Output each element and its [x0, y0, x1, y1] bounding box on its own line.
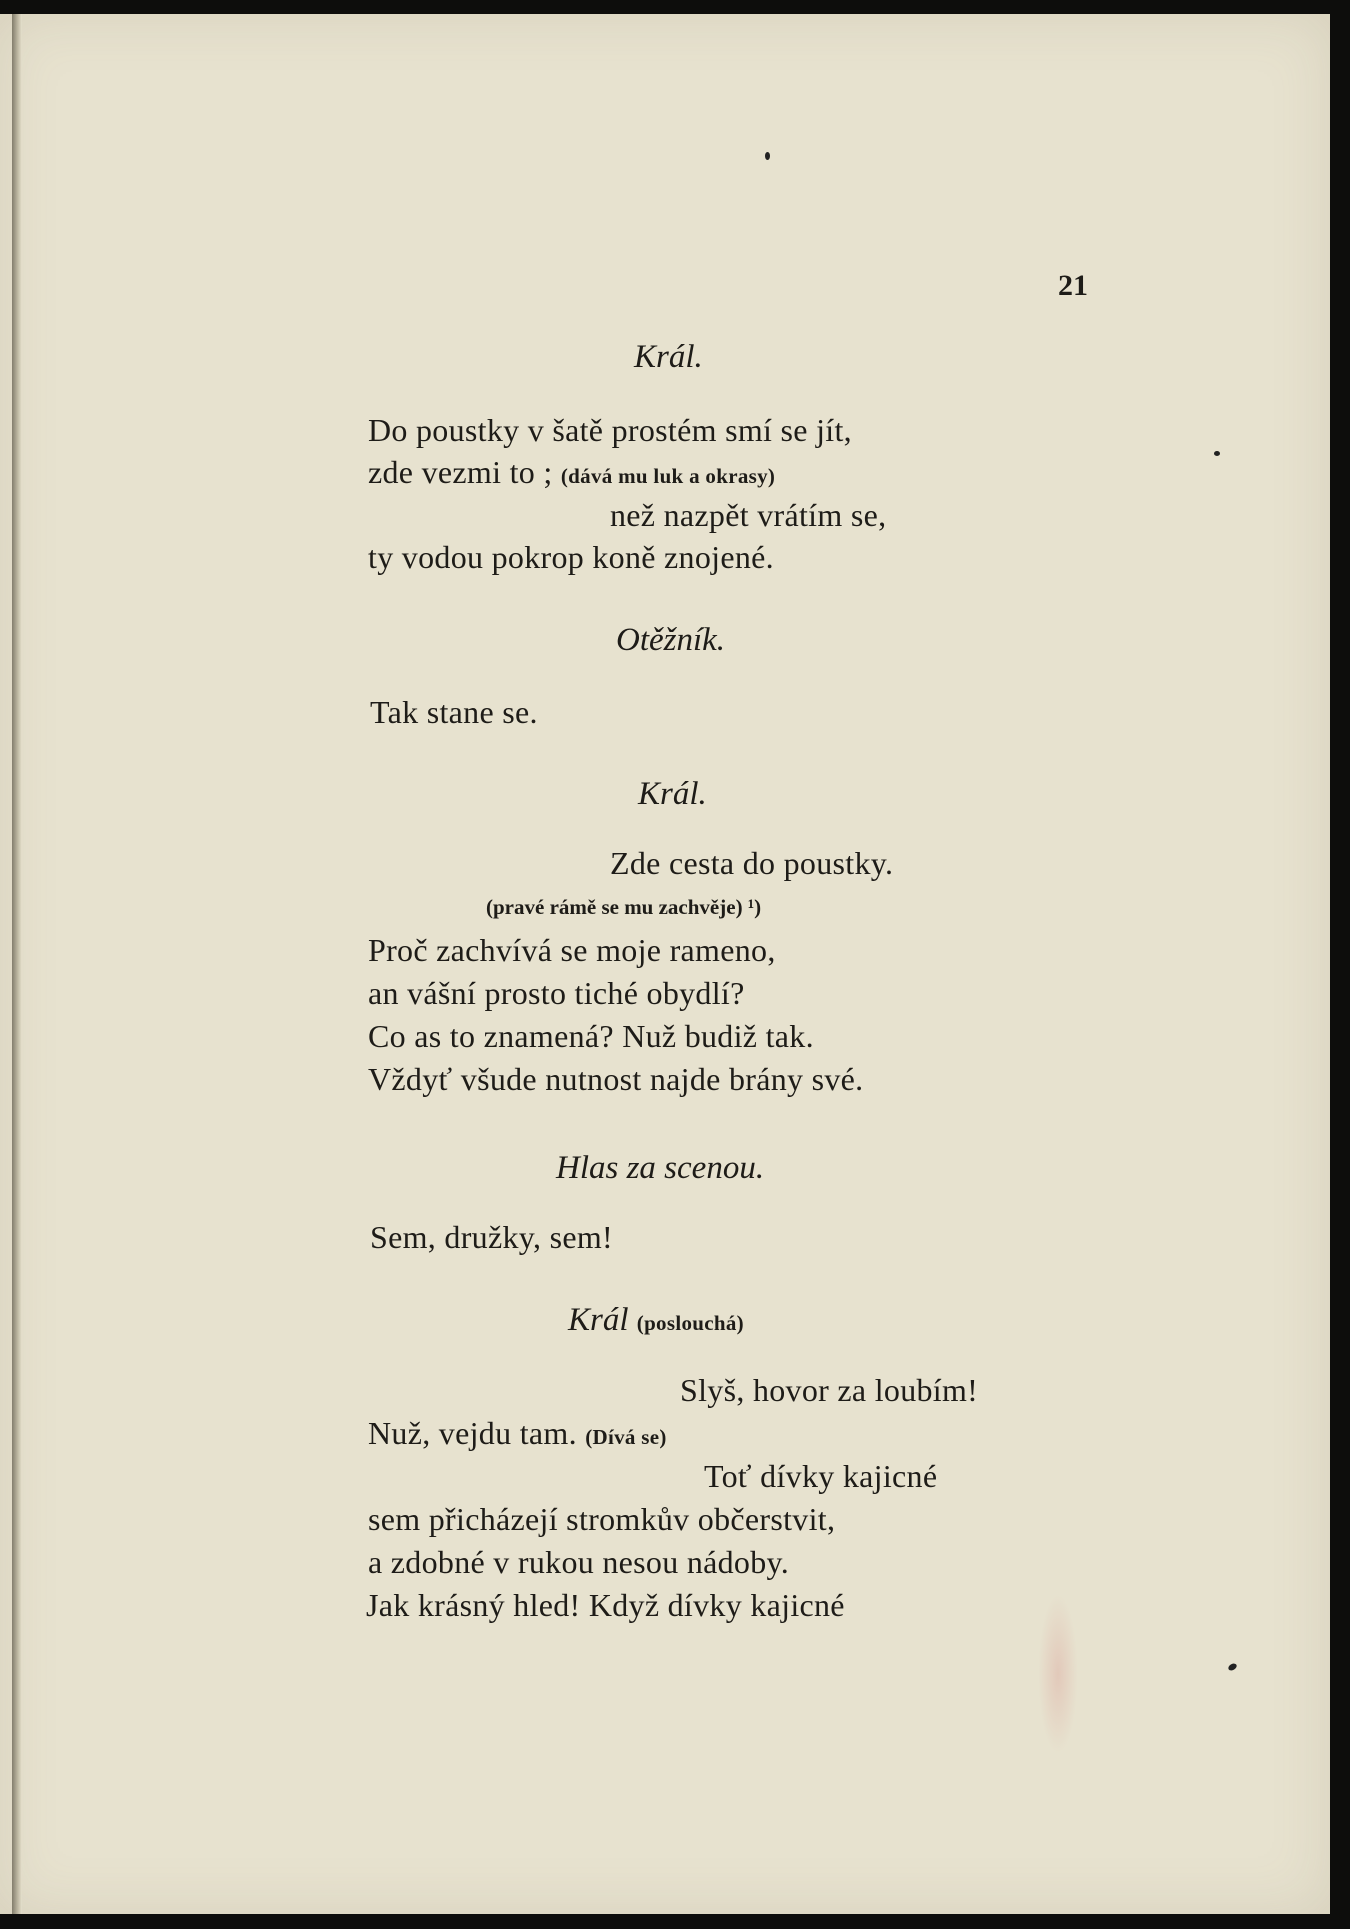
verse-line: ty vodou pokrop koně znojené.	[368, 539, 774, 575]
speaker-heading: Otěžník.	[616, 622, 726, 658]
speaker-heading: Hlas za scenou.	[556, 1150, 765, 1186]
verse-line: Jak krásný hled! Když dívky kajicné	[366, 1587, 845, 1623]
verse-line: an vášní prosto tiché obydlí?	[368, 975, 745, 1011]
verse-line: Slyš, hovor za loubím!	[680, 1372, 979, 1408]
stage-direction: (pravé rámě se mu zachvěje) ¹)	[486, 895, 762, 919]
verse-line: Co as to znamená? Nuž budiž tak.	[368, 1018, 814, 1054]
book-page	[0, 14, 1330, 1914]
verse-line: Do poustky v šatě prostém smí se jít,	[368, 412, 852, 448]
verse-text: Nuž, vejdu tam.	[368, 1415, 577, 1451]
verse-line: Proč zachvívá se moje rameno,	[368, 932, 776, 968]
stage-direction: (dává mu luk a okrasy)	[560, 464, 776, 488]
verse-text: zde vezmi to ;	[368, 454, 553, 490]
stage-direction: (Dívá se)	[585, 1425, 667, 1449]
speaker-heading: Král.	[638, 776, 707, 812]
verse-line: sem přicházejí stromkův občerstvit,	[368, 1501, 836, 1537]
verse-line: Zde cesta do poustky.	[610, 845, 894, 881]
verse-line: Toť dívky kajicné	[704, 1458, 938, 1494]
speaker-name: Král	[568, 1302, 629, 1338]
verse-line-with-stage	[368, 1415, 667, 1452]
stage-direction: (poslouchá)	[636, 1311, 744, 1335]
verse-line: Tak stane se.	[370, 694, 538, 730]
verse-line: než nazpět vrátím se,	[610, 497, 887, 533]
speaker-heading-with-stage	[568, 1302, 744, 1339]
verse-line: a zdobné v rukou nesou nádoby.	[368, 1544, 790, 1580]
verse-line: Vždyť všude nutnost najde brány své.	[368, 1061, 864, 1097]
verse-line-with-stage	[368, 454, 775, 491]
page-number: 21	[1058, 269, 1088, 302]
page-content	[0, 14, 1330, 1914]
verse-line: Sem, družky, sem!	[370, 1219, 613, 1255]
speaker-heading: Král.	[634, 339, 703, 375]
